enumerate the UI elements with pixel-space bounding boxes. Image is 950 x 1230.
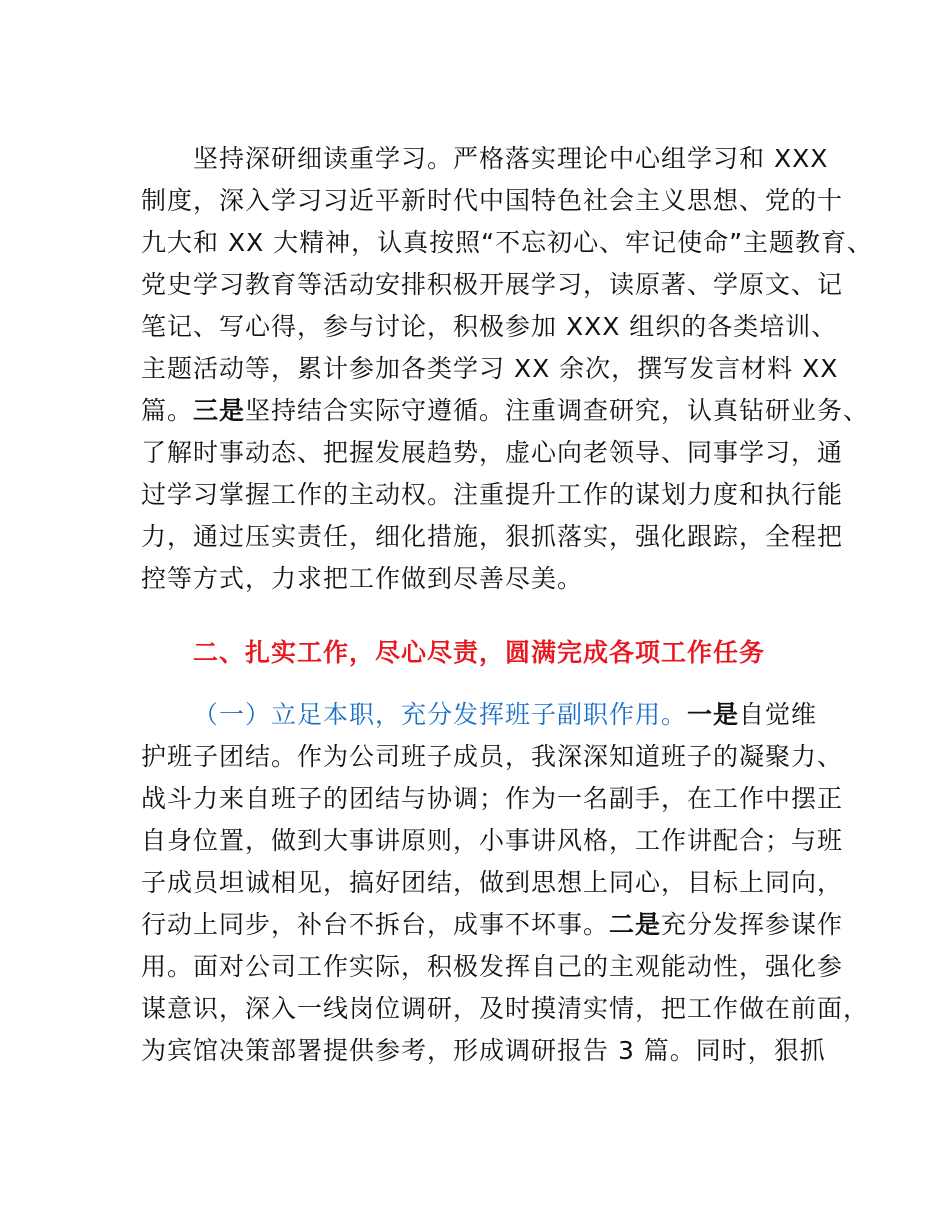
bold-marker: 三是 (193, 396, 246, 425)
section-heading: 二、扎实工作，尽心尽责，圆满完成各项工作任务 (193, 638, 766, 667)
paragraph-line: 子成员坦诚相见，搞好团结，做到思想上同心，目标上同向， (141, 868, 844, 897)
paragraph-line: 自身位置，做到大事讲原则，小事讲风格，工作讲配合；与班 (141, 826, 844, 855)
paragraph-line: 为宾馆决策部署提供参考，形成调研报告 3 篇。同时，狠抓 (141, 1036, 826, 1065)
paragraph-line: 护班子团结。作为公司班子成员，我深深知道班子的凝聚力、 (141, 742, 844, 771)
paragraph-line: 笔记、写心得，参与讨论，积极参加 XXX 组织的各类培训、 (141, 312, 838, 341)
line-text: 自觉维 (739, 700, 818, 729)
bold-marker: 一是 (687, 700, 740, 729)
line-text: 行动上同步，补台不拆台，成事不坏事。 (141, 910, 610, 939)
paragraph-line (193, 698, 817, 732)
paragraph-line: 力，通过压实责任，细化措施，狠抓落实，强化跟踪，全程把 (141, 522, 844, 551)
line-text: 充分发挥参谋作 (661, 910, 844, 939)
paragraph-line: 了解时事动态、把握发展趋势，虚心向老领导、同事学习，通 (141, 438, 844, 467)
paragraph-line: 战斗力来自班子的团结与协调；作为一名副手，在工作中摆正 (141, 784, 844, 813)
line-text: 篇。 (141, 396, 194, 425)
paragraph-line: 用。面对公司工作实际，积极发挥自己的主观能动性，强化参 (141, 952, 844, 981)
bold-marker: 二是 (609, 910, 662, 939)
paragraph-line (141, 394, 869, 428)
paragraph-line: 九大和 XX 大精神，认真按照“不忘初心、牢记使命”主题教育、 (141, 228, 874, 257)
paragraph-line (141, 908, 843, 942)
paragraph-line: 主题活动等，累计参加各类学习 XX 余次，撰写发言材料 XX (141, 354, 839, 383)
paragraph-line: 控等方式，力求把工作做到尽善尽美。 (141, 564, 584, 593)
paragraph-line: 坚持深研细读重学习。严格落实理论中心组学习和 XXX (193, 144, 829, 173)
paragraph-line: 过学习掌握工作的主动权。注重提升工作的谋划力度和执行能 (141, 480, 844, 509)
line-text: 坚持结合实际守遵循。注重调查研究，认真钻研业务、 (245, 396, 870, 425)
paragraph-line: 党史学习教育等活动安排积极开展学习，读原著、学原文、记 (141, 270, 844, 299)
paragraph-line: 谋意识，深入一线岗位调研，及时摸清实情，把工作做在前面， (141, 994, 870, 1023)
subsection-heading: （一）立足本职，充分发挥班子副职作用。 (193, 700, 688, 729)
paragraph-line: 制度，深入学习习近平新时代中国特色社会主义思想、党的十 (141, 186, 844, 215)
